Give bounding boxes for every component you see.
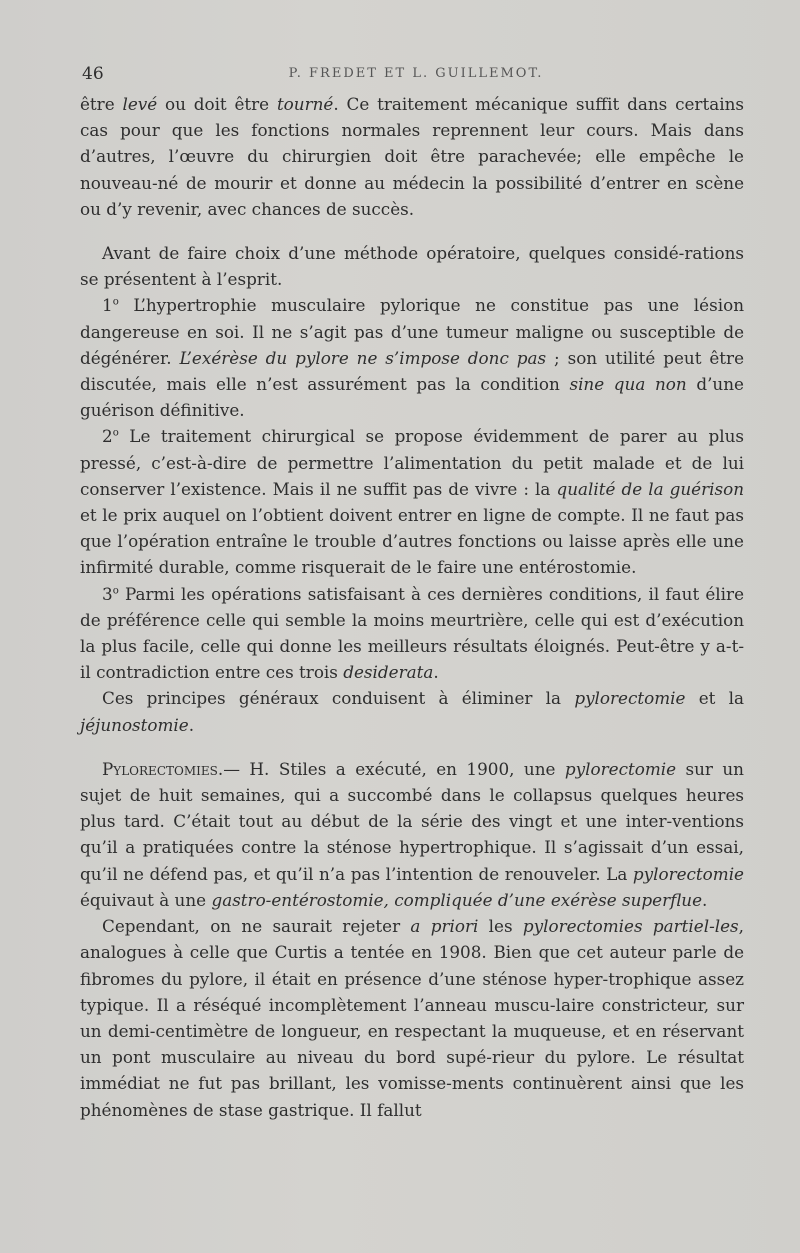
- text-run: Cependant, on ne saurait rejeter: [102, 916, 411, 937]
- text-run: sur un sujet de huit semaines, qui a succombé dans le collapsus quelques heures plus tard. C’était tout au début de la série des vingt et une inter-ventions qu’il a pratiquées contre la sténose hypertrophique. Il s’agissait d’un essai, qu’il ne défend pas, et qu’il n’a pas l’intention de renouveler. La: [80, 758, 744, 884]
- text-run: Ces principes généraux conduisent à éliminer la: [102, 688, 575, 709]
- ordinal-mark: o: [112, 296, 119, 308]
- page-body: [80, 91, 744, 1123]
- section-heading: Pylorectomies.: [102, 758, 224, 779]
- italic-run: tourné: [276, 94, 334, 114]
- list-number: 3: [102, 583, 113, 604]
- italic-run: gastro-entérostomie, compliquée d’une exérèse superflue: [211, 889, 703, 910]
- text-run: , analogues à celle que Curtis a tentée en 1908. Bien que cet auteur parle de fibromes du pylore, il était en présence d’une sténose hyper-trophique assez typique. Il a réséqué incomplètement l’anneau muscu-laire constricteur, sur un demi-centimètre de longueur, en respectant la muqueuse, et en réservant un pont musculaire au niveau du bord supé-rieur du pylore. Le résultat immédiat ne fut pas brillant, les vomisse-ments continuèrent ainsi que les phénomènes de stase gastrique. Il fallut: [80, 916, 744, 1120]
- italic-run: qualité de la guérison: [556, 478, 745, 499]
- page-header: [82, 62, 750, 86]
- paragraph-7: [80, 756, 744, 913]
- text-run: et la: [685, 688, 745, 709]
- text-run: équivaut à une: [80, 889, 212, 910]
- text-run: et le prix auquel on l’obtient doivent entrer en ligne de compte. Il ne faut pas que l’opération entraîne le trouble d’autres fonctions ou laisse après elle une infirmité durable, comme risquerait de le faire une entérostomie.: [80, 505, 744, 578]
- ordinal-mark: o: [112, 427, 119, 439]
- paragraph-1: [80, 91, 744, 222]
- italic-run: jéjunostomie: [80, 714, 189, 735]
- italic-run: levé: [122, 94, 158, 114]
- italic-run: pylorectomie: [632, 863, 744, 884]
- paragraph-2: [80, 240, 744, 292]
- text-run: .: [188, 714, 195, 735]
- text-run: L’hypertrophie musculaire pylorique ne constitue pas une lésion dangereuse en soi. Il ne s’agit pas d’une tumeur maligne ou susceptible de dégénérer.: [80, 295, 744, 368]
- italic-run: pylorectomie: [574, 688, 686, 709]
- text-run: être: [80, 94, 123, 114]
- text-run: Le traitement chirurgical se propose évidemment de parer au plus pressé, c’est-à-dire de permettre l’alimentation du petit malade et de lui conserver l’existence. Mais il ne suffit pas de vivre : la: [80, 426, 744, 499]
- page-number: 46: [82, 64, 104, 84]
- paragraph-4: [80, 423, 744, 580]
- italic-run: pylorectomies partiel-les: [522, 916, 739, 937]
- paragraph-3: [80, 292, 744, 423]
- text-run: ou doit être: [157, 94, 277, 114]
- ordinal-mark: o: [112, 585, 119, 597]
- italic-run: L’exérèse du pylore ne s’impose donc pas: [179, 347, 547, 368]
- italic-run: a priori: [410, 916, 479, 937]
- text-run: d’une guérison définitive.: [80, 374, 744, 421]
- italic-run: sine qua non: [569, 374, 687, 395]
- text-run: — H. Stiles a exécuté, en 1900, une: [223, 758, 565, 779]
- italic-run: desiderata: [343, 662, 434, 683]
- text-run: Avant de faire choix d’une méthode opératoire, quelques considé-rations se présentent à l’esprit.: [80, 243, 744, 290]
- list-number: 1: [102, 295, 113, 316]
- paragraph-5: [80, 581, 744, 686]
- paragraph-8: [80, 913, 744, 1123]
- text-run: . Ce traitement mécanique suffit dans certains cas pour que les fonctions normales reprennent leur cours. Mais dans d’autres, l’œuvre du chirurgien doit être parachevée; elle empêche le nouveau-né de mourir et donne au médecin la possibilité d’entrer en scène ou d’y revenir, avec chances de succès.: [80, 94, 744, 219]
- text-run: Parmi les opérations satisfaisant à ces dernières conditions, il faut élire de préférence celle qui semble la moins meurtrière, celle qui est d’exécution la plus facile, celle qui donne les meilleurs résultats éloignés. Peut-être y a-t-il contradiction entre ces trois: [80, 583, 744, 683]
- paragraph-6: [80, 685, 744, 737]
- running-head: P. FREDET ET L. GUILLEMOT.: [288, 66, 544, 81]
- text-run: ; son utilité peut être discutée, mais elle n’est assurément pas la condition: [80, 347, 744, 395]
- text-run: .: [433, 662, 439, 683]
- text-run: .: [702, 889, 708, 910]
- list-number: 2: [102, 426, 113, 447]
- italic-run: pylorectomie: [564, 758, 677, 779]
- text-run: les: [478, 916, 523, 937]
